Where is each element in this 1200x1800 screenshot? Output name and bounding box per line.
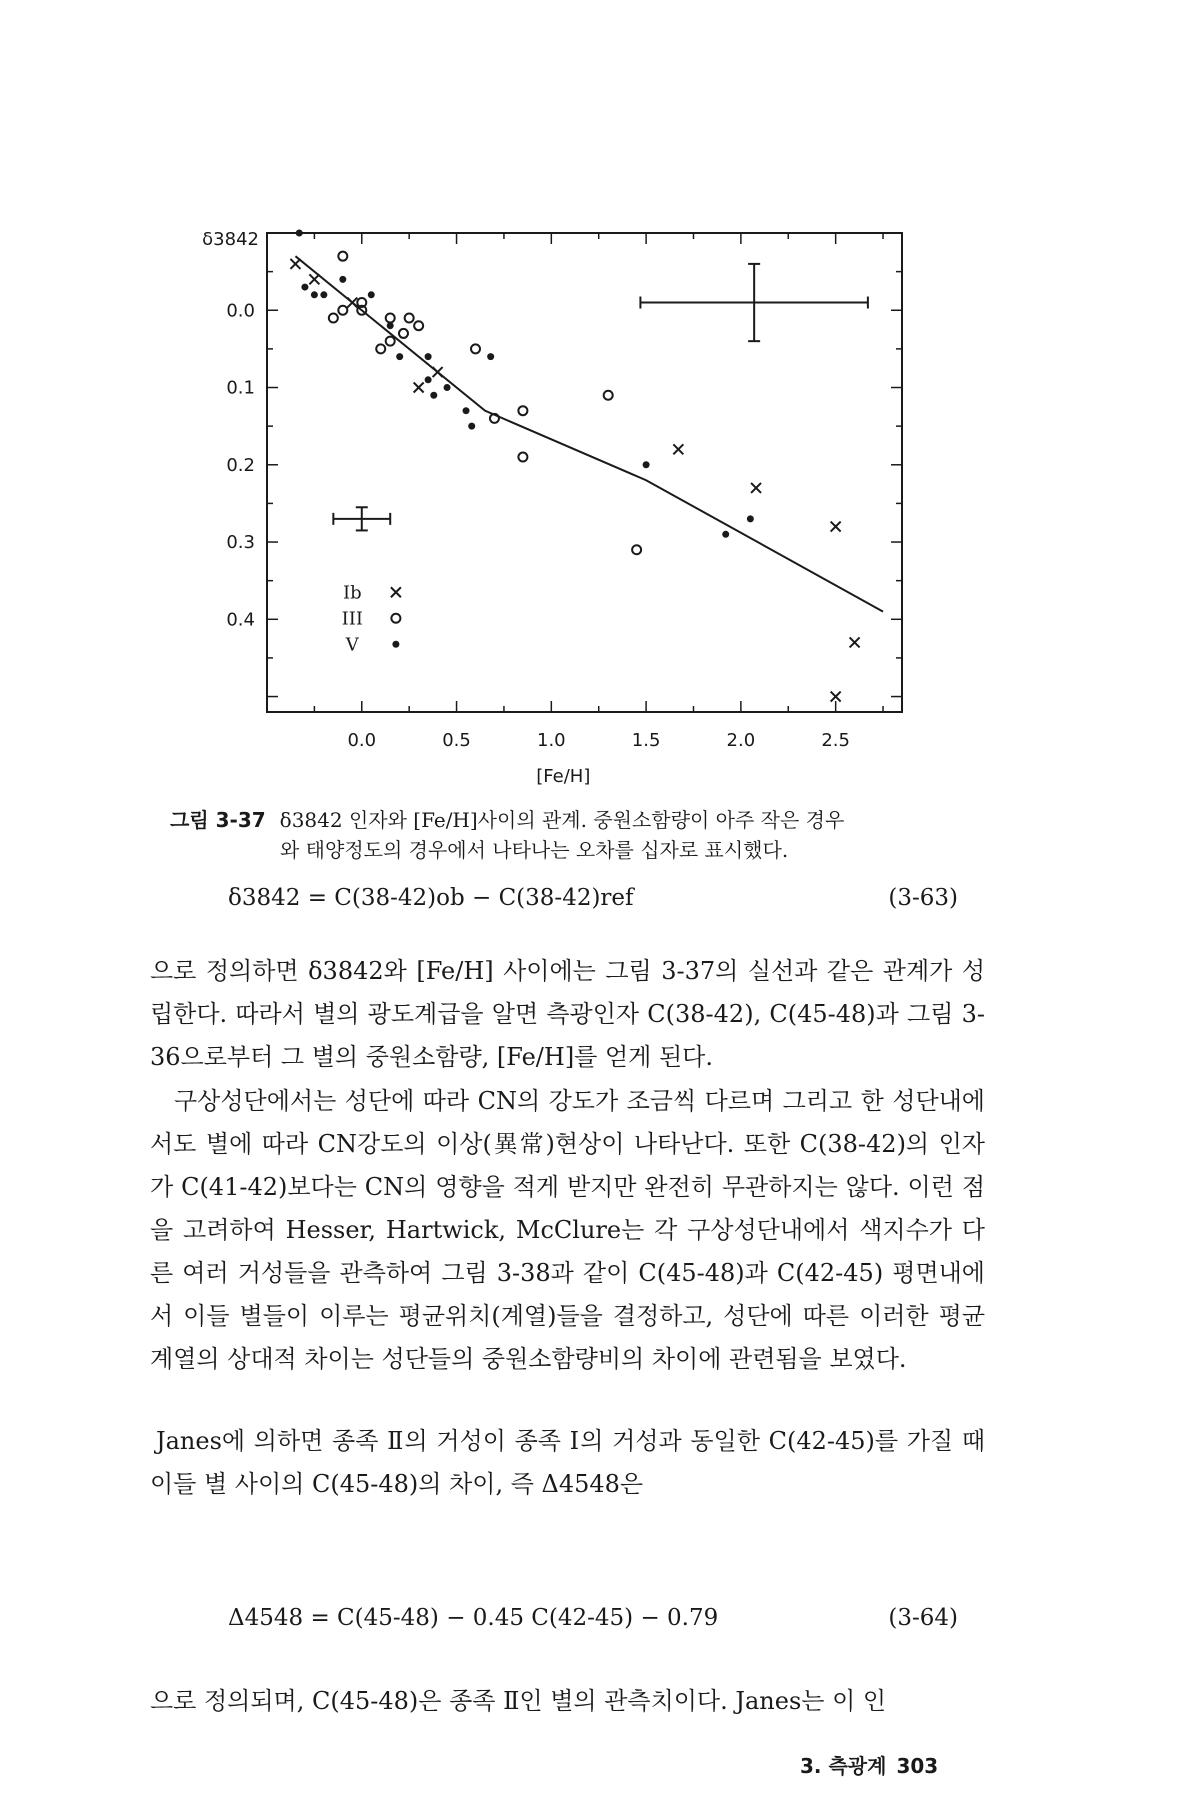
error-bar-group bbox=[333, 264, 868, 531]
x-axis-label: [Fe/H] bbox=[536, 766, 591, 787]
chart-legend bbox=[342, 582, 401, 655]
x-tick-label: 1.5 bbox=[631, 730, 661, 751]
legend-marker-iii bbox=[391, 614, 400, 623]
caption-label: 그림 3-37 bbox=[170, 808, 266, 832]
data-point-ib bbox=[347, 298, 357, 308]
data-point-iii bbox=[338, 306, 347, 315]
data-point-v bbox=[301, 284, 308, 291]
data-point-iii bbox=[399, 329, 408, 338]
data-point-iii bbox=[386, 337, 395, 346]
data-point-ib bbox=[751, 483, 761, 493]
paragraph: 으로 정의되며, C(45-48)은 종족 Ⅱ인 별의 관측치이다. Janes는 이 인 bbox=[150, 1687, 887, 1715]
paragraph: 으로 정의하면 δ3842와 [Fe/H] 사이에는 그림 3-37의 실선과 같은 관계가 성립한다. 따라서 별의 광도계급을 알면 측광인자 C(38-42), C(45-48)과 그림 3-36으로부터 그 별의 중원소함량, [Fe/H]를 얻게 된다. bbox=[150, 957, 985, 1071]
page-footer bbox=[790, 1750, 938, 1779]
data-point-ib bbox=[831, 522, 841, 532]
data-point-v bbox=[747, 515, 754, 522]
data-point-v bbox=[425, 376, 432, 383]
y-tick-label: 0.3 bbox=[226, 532, 255, 554]
fit-line bbox=[295, 256, 883, 611]
data-point-iii bbox=[604, 391, 613, 400]
x-tick-label: 2.5 bbox=[821, 730, 850, 751]
data-point-v bbox=[722, 531, 729, 538]
y-axis-label: δ3842 bbox=[202, 229, 259, 250]
y-tick-label: 0.2 bbox=[226, 454, 255, 476]
equation-formula: δ3842 = C(38-42)ob − C(38-42)ref bbox=[228, 885, 634, 911]
legend-label: Ib bbox=[342, 582, 362, 604]
y-tick-label: 0.0 bbox=[226, 300, 255, 322]
chart-axes bbox=[202, 229, 902, 787]
legend-label: V bbox=[345, 634, 359, 656]
fit-line-group bbox=[295, 256, 883, 611]
paragraph: Janes에 의하면 종족 Ⅱ의 거성이 종족 Ⅰ의 거성과 동일한 C(42-45)를 가질 때 이들 별 사이의 C(45-48)의 차이, 즉 Δ4548은 bbox=[150, 1427, 985, 1498]
data-point-iii bbox=[376, 344, 385, 353]
equation-number: (3-63) bbox=[888, 885, 958, 911]
legend-marker-v bbox=[392, 641, 399, 648]
data-point-iii bbox=[405, 313, 414, 322]
data-point-v bbox=[430, 392, 437, 399]
data-point-ib bbox=[414, 383, 424, 393]
chart bbox=[0, 0, 1200, 800]
data-point-iii bbox=[386, 313, 395, 322]
error-bar bbox=[640, 264, 867, 341]
data-point-iii bbox=[632, 545, 641, 554]
data-point-v bbox=[468, 423, 475, 430]
equation-3-64 bbox=[228, 1605, 958, 1631]
data-point-v bbox=[463, 407, 470, 414]
data-point-v bbox=[425, 353, 432, 360]
x-tick-label: 2.0 bbox=[726, 730, 756, 751]
footer-section: 3. 측광계 bbox=[800, 1754, 887, 1778]
data-point-ib bbox=[433, 367, 443, 377]
legend-marker-ib bbox=[391, 587, 401, 597]
data-point-ib bbox=[831, 692, 841, 702]
data-point-iii bbox=[471, 344, 480, 353]
data-point-iii bbox=[518, 406, 527, 415]
x-tick-label: 0.5 bbox=[442, 730, 471, 751]
data-point-ib bbox=[673, 444, 683, 454]
data-points bbox=[290, 230, 859, 702]
data-point-v bbox=[368, 291, 375, 298]
data-point-v bbox=[387, 322, 394, 329]
equation-formula: Δ4548 = C(45-48) − 0.45 C(42-45) − 0.79 bbox=[228, 1605, 719, 1631]
data-point-v bbox=[339, 276, 346, 283]
caption-line2: 와 태양정도의 경우에서 나타나는 오차를 십자로 표시했다. bbox=[280, 838, 789, 862]
caption-line1: δ3842 인자와 [Fe/H]사이의 관계. 중원소함량이 아주 작은 경우 bbox=[279, 808, 845, 832]
x-tick-label: 1.0 bbox=[537, 730, 566, 751]
data-point-iii bbox=[414, 321, 423, 330]
legend-label: III bbox=[341, 608, 363, 630]
error-bar bbox=[333, 507, 390, 530]
data-point-v bbox=[311, 291, 318, 298]
y-tick-label: 0.1 bbox=[226, 377, 255, 399]
data-point-v bbox=[487, 353, 494, 360]
equation-number: (3-64) bbox=[888, 1605, 958, 1631]
data-point-iii bbox=[329, 313, 338, 322]
x-tick-label: 0.0 bbox=[347, 730, 377, 751]
data-point-ib bbox=[309, 274, 319, 284]
data-point-v bbox=[296, 230, 303, 237]
data-point-v bbox=[444, 384, 451, 391]
data-point-ib bbox=[290, 259, 300, 269]
data-point-v bbox=[643, 461, 650, 468]
data-point-v bbox=[396, 353, 403, 360]
data-point-iii bbox=[338, 252, 347, 261]
data-point-iii bbox=[518, 453, 527, 462]
paragraph: 구상성단에서는 성단에 따라 CN의 강도가 조금씩 다르며 그리고 한 성단내에서도 별에 따라 CN강도의 이상(異常)현상이 나타난다. 또한 C(38-42)의 인자가 C(41-42)보다는 CN의 영향을 적게 받지만 완전히 무관하지는 않다. 이런 점을 고려하여 Hesser, Hartwick, McClure는 각 구상성단내에서 색지수가 다른 여러 거성들을 관측하여 그림 3-38과 같이 C(45-48)과 C(42-45) 평면내에서 이들 별들이 이루는 평균위치(계열)들을 결정하고, 성단에 따른 이러한 평균계열의 상대적 차이는 성단들의 중원소함량비의 차이에 관련됨을 보였다. bbox=[150, 1087, 985, 1373]
figure-caption bbox=[170, 805, 1030, 865]
data-point-ib bbox=[850, 637, 860, 647]
equation-3-63 bbox=[228, 885, 958, 911]
data-point-v bbox=[320, 291, 327, 298]
page-number: 303 bbox=[896, 1754, 939, 1778]
y-tick-label: 0.4 bbox=[226, 609, 255, 631]
